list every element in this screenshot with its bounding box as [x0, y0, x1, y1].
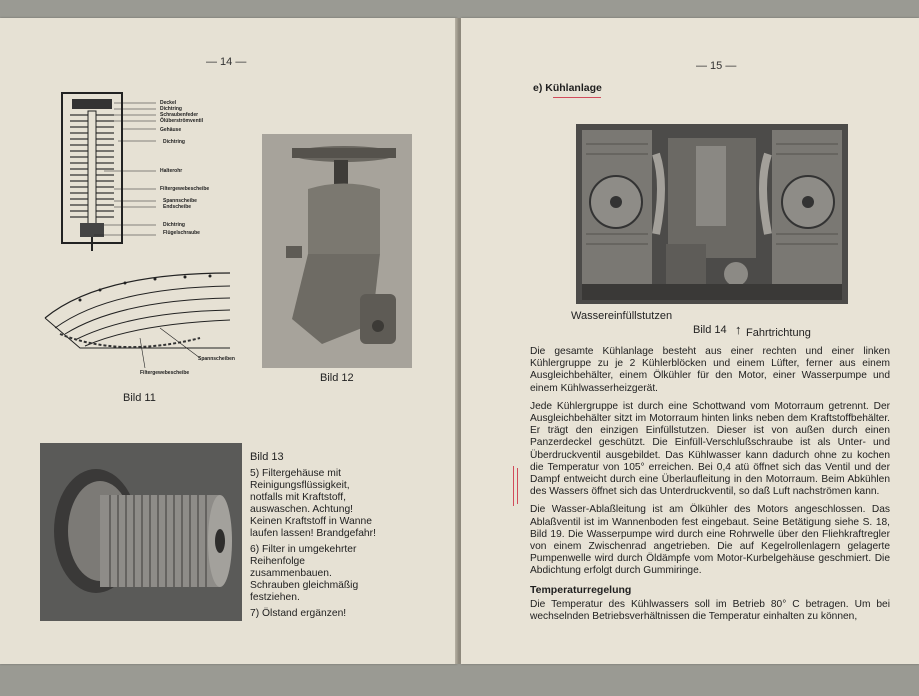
- section-heading: e) Kühlanlage: [533, 82, 602, 94]
- paragraph: Die gesamte Kühlanlage besteht aus einer rechten und einer linken Kühlergruppe zu je 2 Kühlerblöcken und einem Lüfter, ferner aus einem Ausgleichbehälter, einem Ölkühler für den Motor, einer Wasserpumpe und einem Kühlwasserheizgerät.: [530, 346, 890, 394]
- label-dichtring: Dichtring: [160, 106, 182, 112]
- instruction-item: 5) Filtergehäuse mit Reinigungsflüssigkeit, notfalls mit Kraftstoff, auswaschen. Achtung! Keinen Kraftstoff in Wanne laufen lassen! Brandgefahr!: [250, 468, 376, 539]
- label-dichtring-3: Dichtring: [163, 222, 185, 228]
- instruction-item: 7) Ölstand ergänzen!: [250, 608, 347, 619]
- filter-section-drawing: [44, 83, 244, 263]
- label-deckel: Deckel: [160, 100, 177, 106]
- cooling-system-photo: [576, 124, 848, 304]
- label-oelueberstroemventil: Ölüberströmventil: [160, 118, 204, 124]
- fahrtrichtung-label: Fahrtrichtung: [746, 327, 811, 339]
- label-schraubenfeder: Schraubenfeder: [160, 112, 199, 118]
- bild-14-caption: Bild 14: [693, 324, 727, 336]
- oil-filter-housing-photo: [262, 134, 412, 368]
- margin-mark: [513, 466, 514, 506]
- bild-13-caption: Bild 13: [250, 451, 284, 463]
- figure-label-wassereinfuellstutzen: Wassereinfüllstutzen: [571, 310, 673, 322]
- body-text: [530, 346, 890, 623]
- filter-insert-photo: [40, 443, 242, 621]
- label-dichtring-2: Dichtring: [163, 139, 185, 145]
- label-fluegelschraube: Flügelschraube: [163, 230, 200, 236]
- bild-11-caption: Bild 11: [123, 392, 156, 404]
- paragraph: Jede Kühlergruppe ist durch eine Schottwand vom Motorraum getrennt. Der Ausgleichbehälter sitzt im Motorraum hinten links neben dem Kraftstoffbehälter. Er trägt den einzigen Einfüllstutzen. Dieser ist von außen durch einen Panzerdeckel geschützt. Die Einfüll-Verschlußschraube ist als Unter- und Überdruckventil ausgebildet. Das Kühlwasser kann dadurch ohne zu kochen die Temperatur von 105° erreichen. Bei 0,4 atü öffnet sich das Ventil und der Dampf entweicht durch eine Überlaufleitung in den Motorraum. Beim Abkühlen des Wassers öffnet sich das Unterdruckventil, so daß Luft nachströmen kann.: [530, 400, 890, 498]
- red-underline: [553, 97, 601, 98]
- label-spannscheibe: Spannscheibe: [163, 198, 197, 204]
- paragraph: Die Wasser-Ablaßleitung ist am Ölkühler des Motors angeschlossen. Das Ablaßventil ist im Wannenboden fest eingebaut. Seine Betätigung siehe S. 18, Bild 19. Die Wasserpumpe wird durch eine Rohrwelle über den Fliehkraftregler von einem Zwischenrad angetrieben. Die auf Kegelrollenlagern gelagerte Pumpenwelle wird durch Öldämpfe vom Motor-Kurbelgehäuse geschmiert. Die Abdichtung erfolgt durch Gummiringe.: [530, 504, 890, 577]
- label-gehaeuse: Gehäuse: [160, 127, 182, 133]
- label-spannscheiben: Spannscheiben: [198, 356, 235, 362]
- instruction-item: 6) Filter in umgekehrter Reihenfolge zusammenbauen. Schrauben gleichmäßig festziehen.: [250, 544, 359, 603]
- label-halterohr: Halterohr: [160, 168, 183, 174]
- bild-12-caption: Bild 12: [320, 372, 354, 384]
- page-number: — 15 —: [696, 60, 737, 72]
- arrow-up-icon: ↑: [735, 322, 742, 337]
- margin-mark: [517, 468, 518, 504]
- paragraph: Die Temperatur des Kühlwassers soll im Betrieb 80° C betragen. Um bei wechselnden Betriebsverhältnissen die Temperatur einhalten zu können,: [530, 598, 890, 622]
- right-page: [461, 18, 919, 664]
- label-filtergewebescheibe-lower: Filtergewebescheibe: [140, 370, 190, 376]
- page-number: — 14 —: [206, 56, 247, 68]
- left-page: [0, 18, 457, 664]
- subheading: Temperaturregelung: [530, 583, 632, 596]
- label-endscheibe: Endscheibe: [163, 204, 192, 210]
- instruction-list: [250, 468, 384, 624]
- label-filtergewebescheibe: Filtergewebescheibe: [160, 186, 210, 192]
